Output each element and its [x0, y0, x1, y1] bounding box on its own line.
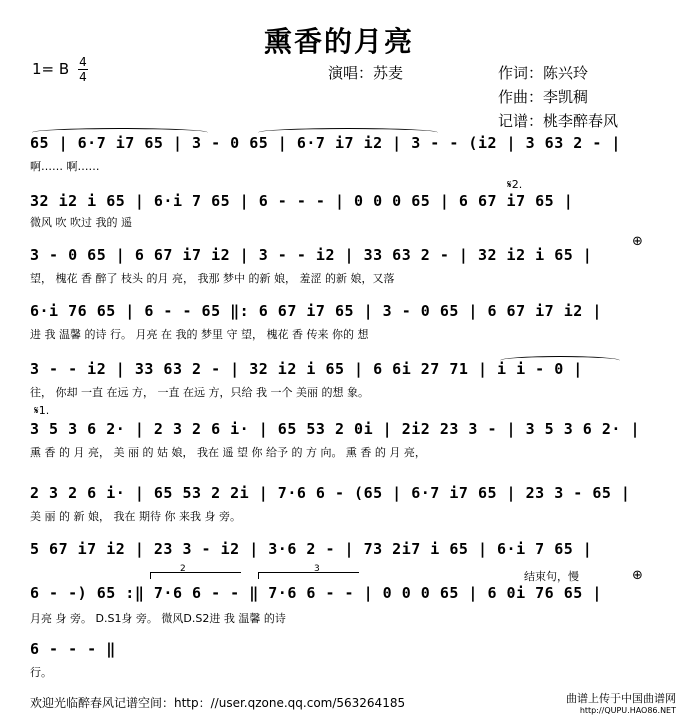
ending-instruction: 结束句，慢: [524, 570, 579, 583]
lyrics-line-9: 月亮 身 旁。 D.S1身 旁。 微风D.S2进 我 温馨 的诗: [30, 612, 286, 625]
lyrics-line-4: 进 我 温馨 的诗 行。 月亮 在 我的 梦里 守 望， 槐花 香 传来 你的 想: [30, 328, 369, 341]
volta-bracket-2: [258, 572, 359, 579]
coda-marker: ⊕: [632, 234, 643, 249]
score-system-9: 6 - -) 65 :‖ 7·6 6 - - ‖ 7·6 6 - - | 0 0 0 65 | 6 0i 76 65 |: [30, 584, 602, 602]
score-system-5: 3 - - i2 | 33 63 2 - | 32 i2 i 65 | 6 6i 27 71 | i i - 0 |: [30, 360, 583, 378]
lyrics-line-3: 望， 槐花 香 醉了 枝头 的月 亮， 我那 梦中 的新 娘， 羞涩 的新 娘，又落: [30, 272, 395, 285]
score-system-2: 32 i2 i 65 | 6·i 7 65 | 6 - - - | 0 0 0 65 | 6 67 i7 65 |: [30, 192, 574, 210]
segno-2-marker: 𝄋2.: [507, 178, 523, 191]
footer-source-url: http://QUPU.HAO86.NET: [579, 706, 676, 715]
time-signature: [78, 56, 88, 83]
slur-2: [258, 128, 438, 137]
lyricist-credit: 作词：陈兴玲: [498, 64, 589, 82]
lyrics-line-10: 行。: [30, 666, 52, 679]
score-system-10: 6 - - - ‖: [30, 640, 116, 658]
time-signature-bottom: 4: [79, 70, 87, 84]
footer-source: [566, 693, 676, 717]
footer-welcome-text: 欢迎光临醉春风记谱空间：http：//user.qzone.qq.com/563264185: [30, 696, 406, 710]
volta-number-2: 2: [180, 564, 186, 574]
score-system-6: 3 5 3 6 2· | 2 3 2 6 i· | 65 53 2 0i | 2i2 23 3 - | 3 5 3 6 2· |: [30, 420, 640, 438]
lyrics-line-5: 往， 你却 一直 在远 方， 一直 在远 方，只给 我 一个 美丽 的想 象。: [30, 386, 369, 399]
score-system-3: 3 - 0 65 | 6 67 i7 i2 | 3 - - i2 | 33 63 2 - | 32 i2 i 65 |: [30, 246, 593, 264]
transcriber-credit: 记谱：桃李醉春风: [498, 112, 619, 130]
score-system-4: 6·i 76 65 | 6 - - 65 ‖: 6 67 i7 65 | 3 - 0 65 | 6 67 i7 i2 |: [30, 302, 602, 320]
lyrics-line-6: 熏 香 的 月 亮， 美 丽 的 姑 娘， 我在 遥 望 你 给予 的 方 向。 熏 香 的 月 亮，: [30, 446, 426, 459]
slur-3: [500, 356, 620, 365]
score-system-7: 2 3 2 6 i· | 65 53 2 2i | 7·6 6 - (65 | 6·7 i7 65 | 23 3 - 65 |: [30, 484, 631, 502]
singer-credit: 演唱：苏麦: [328, 64, 404, 82]
song-title: 熏香的月亮: [263, 25, 414, 58]
slur-1: [32, 128, 208, 137]
score-system-1: 65 | 6·7 i7 65 | 3 - 0 65 | 6·7 i7 i2 | 3 - - (i2 | 3 63 2 - |: [30, 134, 621, 152]
key-signature: 1= B: [32, 60, 70, 78]
volta-bracket-1: [150, 572, 241, 579]
segno-1-marker: 𝄋1.: [34, 404, 50, 417]
coda-marker-end: ⊕: [632, 568, 643, 583]
lyrics-line-2: 微风 吹 吹过 我的 遥: [30, 216, 132, 229]
lyrics-line-7: 美 丽 的 新 娘， 我在 期待 你 来我 身 旁。: [30, 510, 241, 523]
footer-source-name: 曲谱上传于中国曲谱网: [566, 692, 676, 705]
lyrics-line-1: 啊…… 啊……: [30, 160, 100, 173]
time-signature-top: 4: [79, 55, 87, 69]
composer-credit: 作曲：李凯稠: [498, 88, 589, 106]
score-system-8: 5 67 i7 i2 | 23 3 - i2 | 3·6 2 - | 73 2i7 i 65 | 6·i 7 65 |: [30, 540, 593, 558]
volta-number-3: 3: [314, 564, 320, 574]
